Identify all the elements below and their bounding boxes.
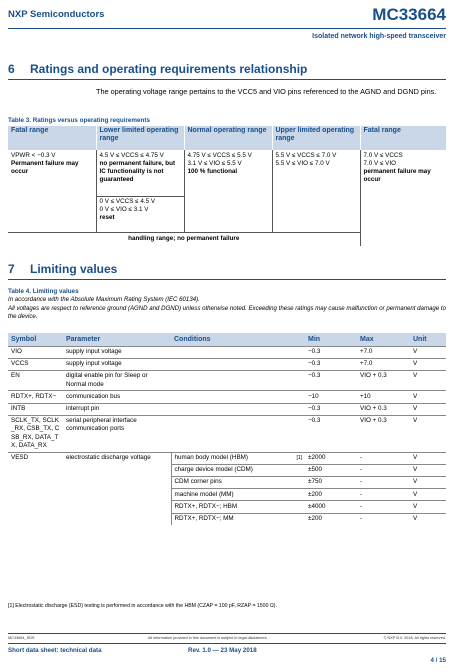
t3-fatal-high-note: permanent failure may occur [363,167,431,184]
t3-normal-vio: 3.1 V ≤ VIO ≤ 5.5 V [187,159,242,167]
t4-conditions: RDTX+, RDTX−; HBM [171,501,305,513]
company-name: NXP Semiconductors [8,9,105,20]
table-row [8,346,446,358]
t3-fatal-low-note: Permanent failure may occur [11,159,79,175]
t4-unit: V [410,370,446,390]
t4-footnote-ref: [1] [296,454,302,461]
t4-header-parameter: Parameter [63,333,171,346]
t4-max: +7.0 [357,346,410,358]
header-divider [8,28,446,29]
t3-lower-limited-condition: 4.5 V ≤ VCCS ≤ 4.75 V [99,151,164,159]
t3-fatal-low-cell [8,150,96,232]
t4-conditions: CDM corner pins [171,476,305,488]
t4-unit: V [410,452,446,464]
t4-unit: V [410,489,446,501]
table-row [8,415,446,452]
t3-upper-vio: 5.5 V ≤ VIO ≤ 7.0 V [275,159,330,167]
t3-header-normal: Normal operating range [184,126,272,150]
t3-reset-cell [96,196,184,232]
table-row [8,370,446,390]
t4-max: VIO + 0.3 [357,415,410,452]
table-4-caption: Table 4. Limiting values [8,288,79,295]
t4-conditions [171,403,305,415]
table-3-caption: Table 3. Ratings versus operating requirements [8,117,150,124]
t4-unit: V [410,415,446,452]
t4-conditions [171,452,305,464]
t4-min: ±2000 [305,452,357,464]
t4-conditions [171,415,305,452]
t4-parameter: communication bus [63,391,171,403]
t4-unit: V [410,391,446,403]
footnote: [1] Electrostatic discharge (ESD) testing is performed in accordance with the HBM (CZAP = 100 pF, RZAP = 1500 Ω). [8,603,277,609]
t4-header-unit: Unit [410,333,446,346]
t3-fatal-high-cell [360,150,446,246]
t3-fatal-high-vio: 7.0 V ≤ VIO [363,159,397,167]
t3-lower-limited-note: no permanent failure, but IC functionality is not guaranteed [99,159,176,184]
t4-min: ±200 [305,513,357,525]
table-row [8,358,446,370]
t4-conditions: machine model (MM) [171,489,305,501]
t3-normal-vccs: 4.75 V ≤ VCCS ≤ 5.5 V [187,151,252,159]
t4-max: VIO + 0.3 [357,403,410,415]
t4-parameter: serial peripheral interface communication ports [63,415,171,452]
t4-condition-text: human body model (HBM) [174,454,248,462]
t4-unit: V [410,501,446,513]
t4-unit: V [410,358,446,370]
t4-symbol: VCCS [8,358,63,370]
table-row [8,452,446,464]
t4-max: - [357,513,410,525]
t4-min: −0.3 [305,415,357,452]
part-number: MC33664 [372,5,446,24]
t4-min: −0.3 [305,346,357,358]
t4-min: ±500 [305,464,357,476]
footer-revision: Rev. 1.0 — 23 May 2018 [188,647,257,654]
document-subtitle: Isolated network high-speed transceiver [312,33,446,40]
t4-unit: V [410,476,446,488]
limiting-values-table [8,333,446,525]
page-number: 4 / 15 [430,657,446,664]
t4-max: - [357,476,410,488]
t4-conditions [171,358,305,370]
t3-reset-note: reset [99,214,115,222]
t4-unit: V [410,346,446,358]
t3-reset-vccs: 0 V ≤ VCCS ≤ 4.5 V [99,198,156,205]
t4-symbol: RDTX+, RDTX− [8,391,63,403]
section-6-title: Ratings and operating requirements relationship [30,62,308,76]
t4-max: - [357,452,410,464]
t4-min: −0.3 [305,370,357,390]
t4-parameter: digital enable pin for Sleep or Normal mode [63,370,171,390]
t4-max: +10 [357,391,410,403]
t4-header-max: Max [357,333,410,346]
t4-parameter: interrupt pin [63,403,171,415]
t4-conditions [171,391,305,403]
t3-header-lower-limited: Lower limited operating range [96,126,184,150]
t3-upper-limited-cell [272,150,360,232]
t4-conditions: charge device model (CDM) [171,464,305,476]
t4-min: −0.3 [305,358,357,370]
t3-upper-vccs: 5.5 V ≤ VCCS ≤ 7.0 V [275,151,337,159]
t4-min: ±200 [305,489,357,501]
t4-min: −10 [305,391,357,403]
t4-esd-parameter: electrostatic discharge voltage [63,452,171,525]
t3-fatal-high-vccs: 7.0 V ≤ VCCS [363,151,403,159]
t4-min: ±4000 [305,501,357,513]
footer-copyright: © NXP B.V. 2018. All rights reserved. [383,636,446,640]
t4-unit: V [410,513,446,525]
t4-conditions [171,346,305,358]
section-6-intro: The operating voltage range pertains to the VCC5 and VIO pins referenced to the AGND and DGND pins. [96,87,437,96]
t4-min: ±750 [305,476,357,488]
t4-symbol: VIO [8,346,63,358]
t3-normal-note: 100 % functional [187,167,238,175]
table-4-note-ground: All voltages are respect to reference ground (AGND and DGND) unless otherwise noted. Exceeding these ratings may cause malfunction or permanent damage to the device. [8,305,446,321]
t4-header-conditions: Conditions [171,333,305,346]
t3-header-fatal-low: Fatal range [8,126,96,150]
t4-conditions [171,370,305,390]
t3-reset-vio: 0 V ≤ VIO ≤ 3.1 V [99,206,149,214]
t4-max: - [357,489,410,501]
footer-divider-2 [8,643,446,644]
footer-legal: All information provided in this document is subject to legal disclaimers. [148,636,268,640]
t4-conditions: RDTX+, RDTX−; MM [171,513,305,525]
t3-fatal-low-condition: VPWR < −0.3 V [11,151,56,159]
t4-max: +7.0 [357,358,410,370]
t3-header-fatal-high: Fatal range [360,126,446,150]
t4-max: - [357,501,410,513]
t3-normal-cell [184,150,272,232]
t4-header-symbol: Symbol [8,333,63,346]
t4-max: VIO + 0.3 [357,370,410,390]
t4-min: −0.3 [305,403,357,415]
t3-handling-range: handling range; no permanent failure [8,232,360,246]
table-row [8,391,446,403]
t3-header-upper-limited: Upper limited operating range [272,126,360,150]
t4-max: - [357,464,410,476]
t4-parameter: supply input voltage [63,358,171,370]
table-4-note-iec: In accordance with the Absolute Maximum Rating System (IEC 60134). [8,296,200,303]
section-7-rule [8,279,446,280]
section-6-heading [8,62,307,76]
footer-doc-type: Short data sheet: technical data [8,647,102,654]
t4-symbol: INTB [8,403,63,415]
t4-symbol: EN [8,370,63,390]
t4-symbol: SCLK_TX, SCLK_RX, CSB_TX, CSB_RX, DATA_TX, DATA_RX [8,415,63,452]
section-7-title: Limiting values [30,262,118,276]
section-6-rule [8,79,446,80]
section-6-number: 6 [8,62,15,76]
footer-divider [8,633,446,634]
t4-header-min: Min [305,333,357,346]
t3-lower-limited-cell [96,150,184,196]
ratings-table [8,126,446,246]
footer-doc-id: MC33664_SDS [8,636,35,640]
t4-esd-symbol: VESD [8,452,63,525]
section-7-number: 7 [8,262,15,276]
table-row [8,403,446,415]
t4-parameter: supply input voltage [63,346,171,358]
t4-unit: V [410,464,446,476]
t4-unit: V [410,403,446,415]
section-7-heading [8,262,117,276]
